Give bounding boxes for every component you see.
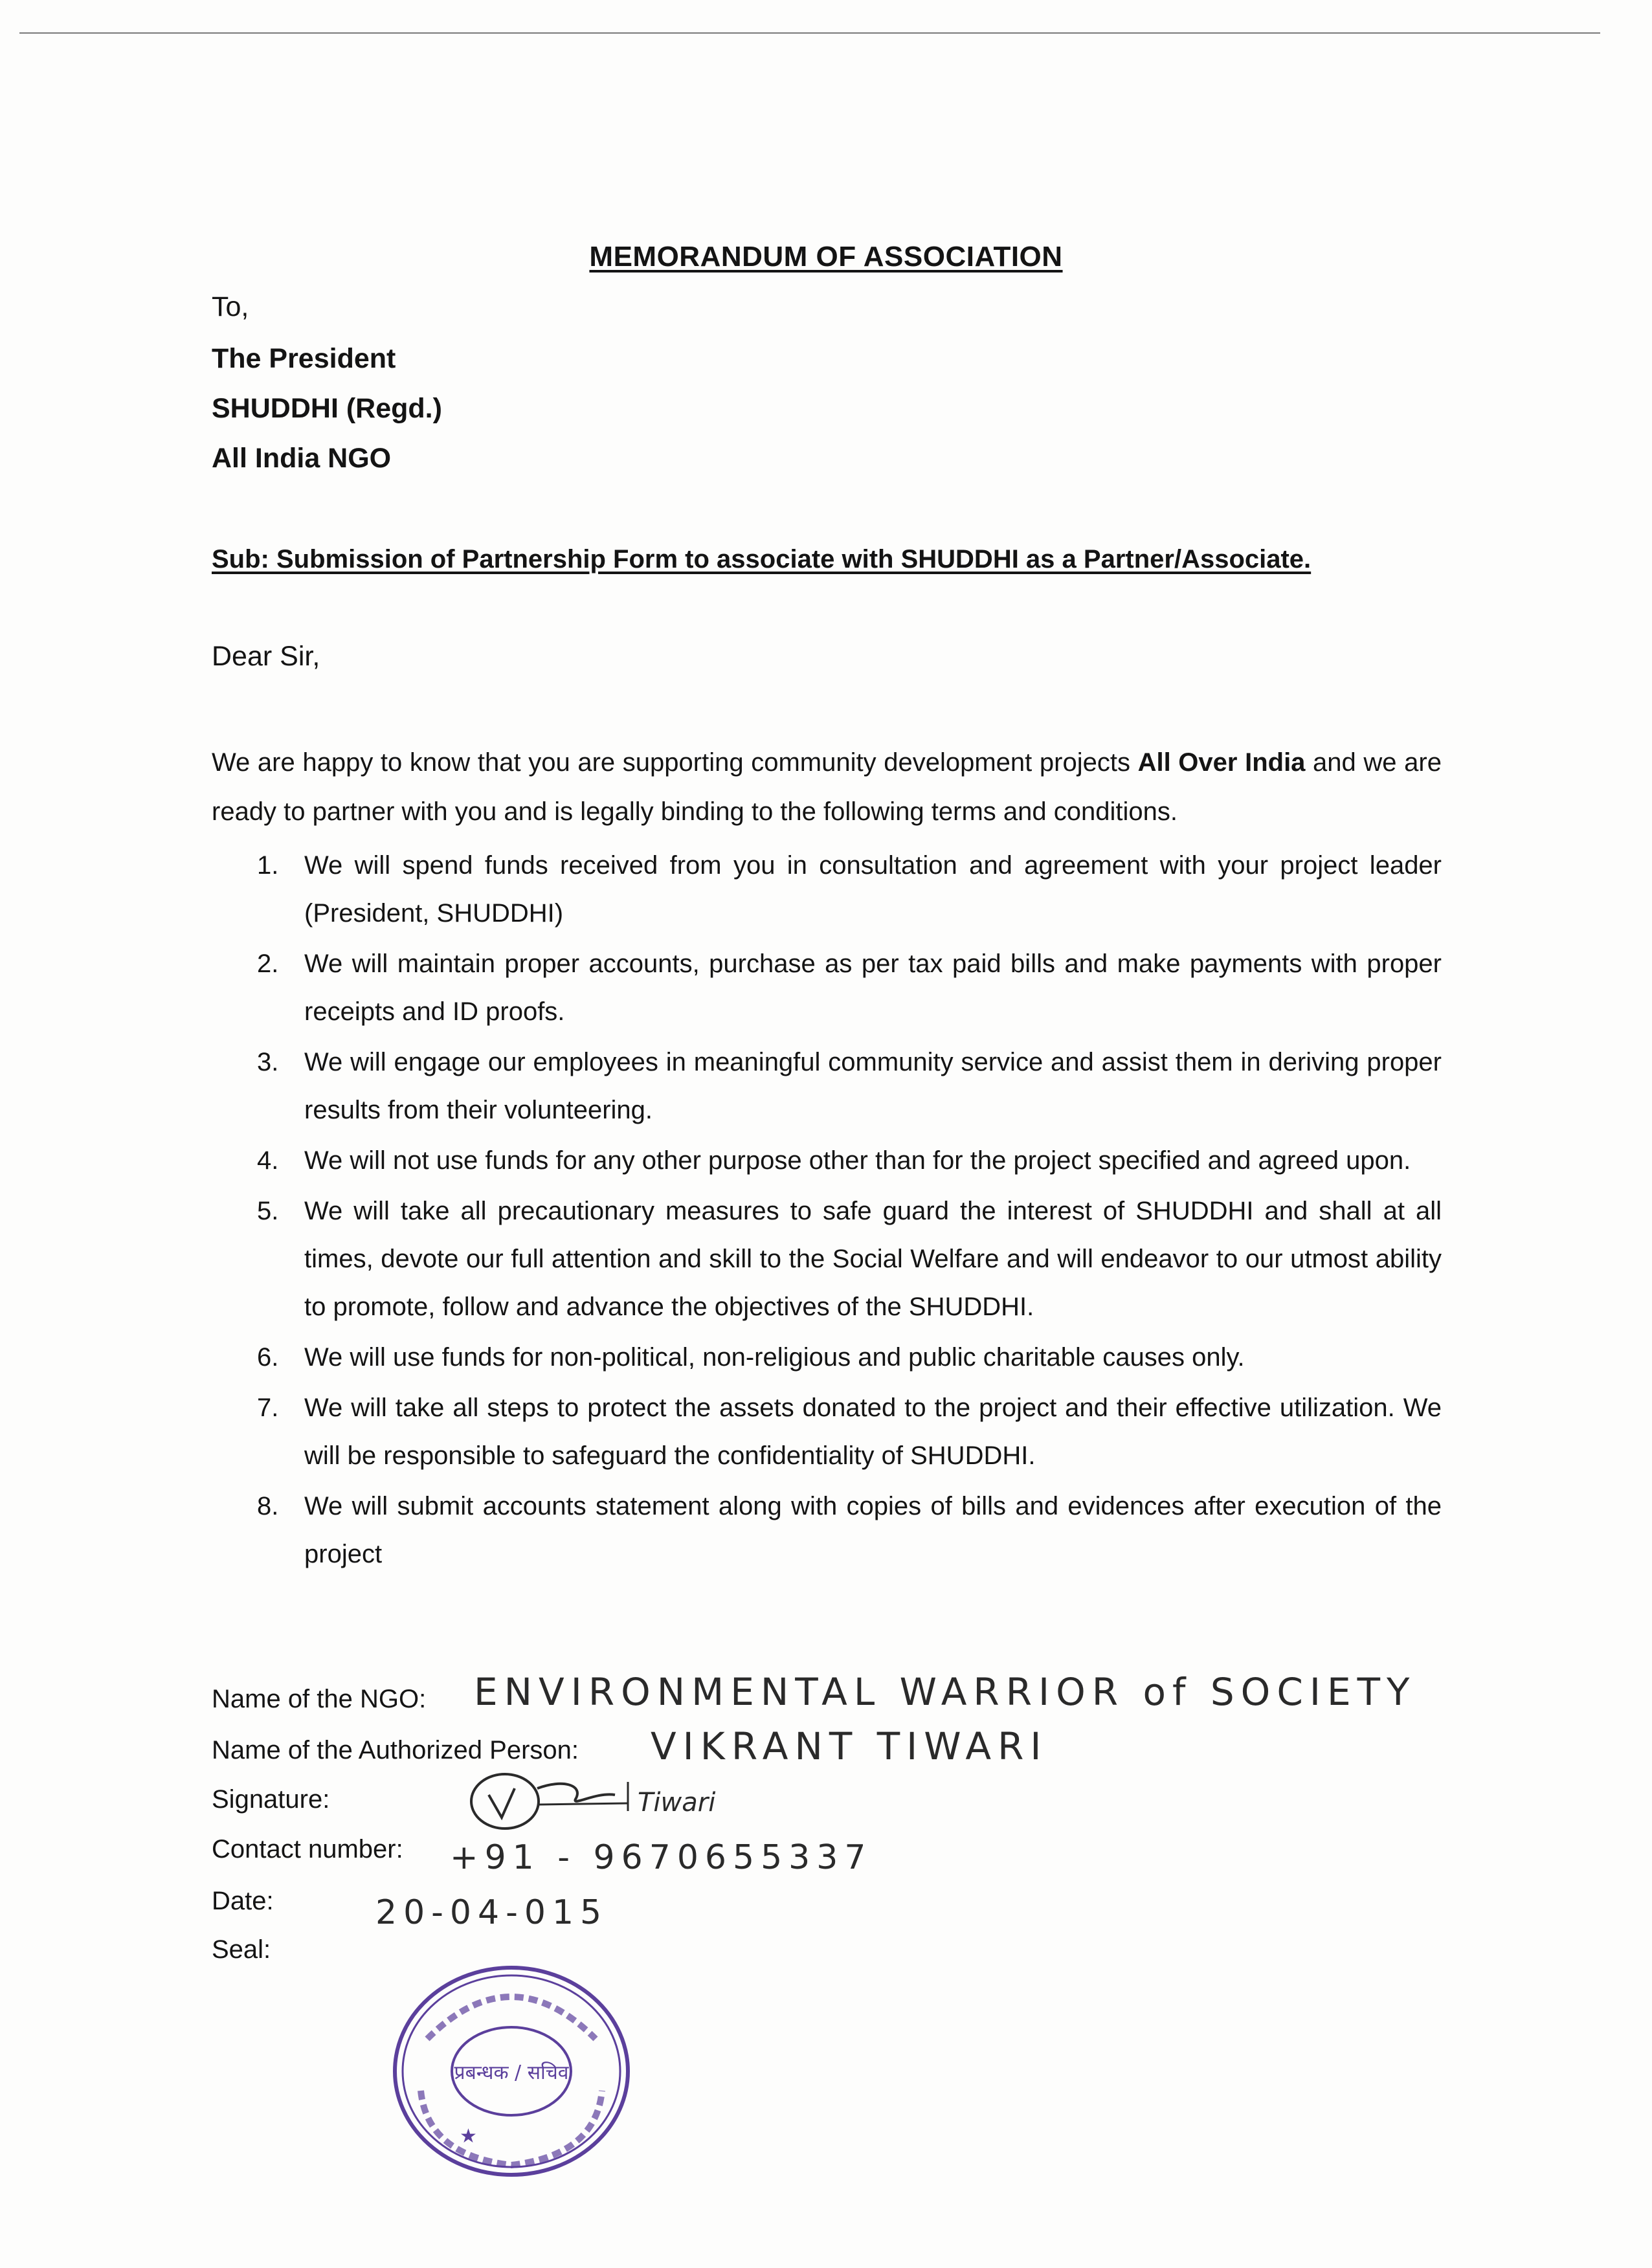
seal-center-text: प्रबन्धक / सचिव — [454, 2062, 569, 2084]
address-to: To, — [212, 291, 249, 322]
term-item — [212, 841, 1442, 937]
address-organization: SHUDDHI (Regd.) — [212, 393, 442, 424]
term-item — [212, 1384, 1442, 1480]
signature-text: Tiwari — [638, 1788, 716, 1818]
term-item — [212, 1333, 1442, 1381]
term-item — [212, 1137, 1442, 1184]
term-text: We will not use funds for any other purpose other than for the project specified and agreed upon. — [304, 1146, 1411, 1175]
intro-paragraph — [212, 738, 1442, 836]
term-number: 4. — [257, 1146, 279, 1175]
address-description: All India NGO — [212, 443, 392, 474]
intro-text-2: and we are ready to partner with you and is legally binding to the following terms and conditions. — [212, 748, 1442, 826]
document-title: MEMORANDUM OF ASSOCIATION — [589, 241, 1063, 272]
term-item — [212, 940, 1442, 1036]
term-text: We will maintain proper accounts, purchase as per tax paid bills and make payments with proper receipts and ID proofs. — [304, 950, 1442, 1026]
term-number: 7. — [257, 1394, 279, 1422]
term-text: We will submit accounts statement along with copies of bills and evidences after execution of the project — [304, 1492, 1442, 1568]
ngo-name-value: ENVIRONMENTAL WARRIOR of SOCIETY — [474, 1670, 1416, 1714]
salutation: Dear Sir, — [212, 641, 320, 672]
subject-line: Sub: Submission of Partnership Form to associate with SHUDDHI as a Partner/Associate. — [212, 545, 1312, 573]
term-text: We will spend funds received from you in consultation and agreement with your project leader (President, SHUDDHI) — [304, 851, 1442, 928]
seal-label: Seal: — [212, 1935, 271, 1964]
term-item — [212, 1187, 1442, 1331]
signature-label: Signature: — [212, 1785, 330, 1814]
date-label: Date: — [212, 1887, 274, 1915]
seal-star-icon: ★ — [460, 2125, 477, 2148]
authorized-person-value: VIKRANT TIWARI — [651, 1724, 1048, 1768]
term-text: We will engage our employees in meaningful community service and assist them in deriving proper results from their volunteering. — [304, 1048, 1442, 1124]
term-text: We will use funds for non-political, non-religious and public charitable causes only. — [304, 1343, 1245, 1372]
term-number: 6. — [257, 1343, 279, 1372]
top-edge-line — [19, 32, 1600, 34]
organization-seal — [388, 1961, 634, 2181]
address-recipient: The President — [212, 343, 396, 374]
term-item — [212, 1038, 1442, 1134]
contact-number-value: +91 - 9670655337 — [450, 1838, 873, 1877]
term-number: 2. — [257, 950, 279, 978]
handwritten-signature — [466, 1766, 738, 1837]
term-number: 1. — [257, 851, 279, 880]
date-value: 20-04-015 — [375, 1893, 608, 1932]
term-item — [212, 1482, 1442, 1578]
contact-number-label: Contact number: — [212, 1835, 403, 1863]
term-text: We will take all steps to protect the assets donated to the project and their effective utilization. We will be responsible to safeguard the confidentiality of SHUDDHI. — [304, 1394, 1442, 1470]
term-text: We will take all precautionary measures to safe guard the interest of SHUDDHI and shall at all times, devote our full attention and skill to the Social Welfare and will endeavor to our utmost ability to promote, follow and advance the objectives of the SHUDDHI. — [304, 1197, 1442, 1321]
authorized-person-label: Name of the Authorized Person: — [212, 1736, 579, 1764]
intro-text-1: We are happy to know that you are supporting community development projects — [212, 748, 1138, 777]
ngo-name-label: Name of the NGO: — [212, 1685, 427, 1713]
term-number: 5. — [257, 1197, 279, 1225]
term-number: 8. — [257, 1492, 279, 1520]
intro-bold-text: All Over India — [1137, 748, 1306, 777]
terms-list — [212, 841, 1442, 1581]
term-number: 3. — [257, 1048, 279, 1076]
